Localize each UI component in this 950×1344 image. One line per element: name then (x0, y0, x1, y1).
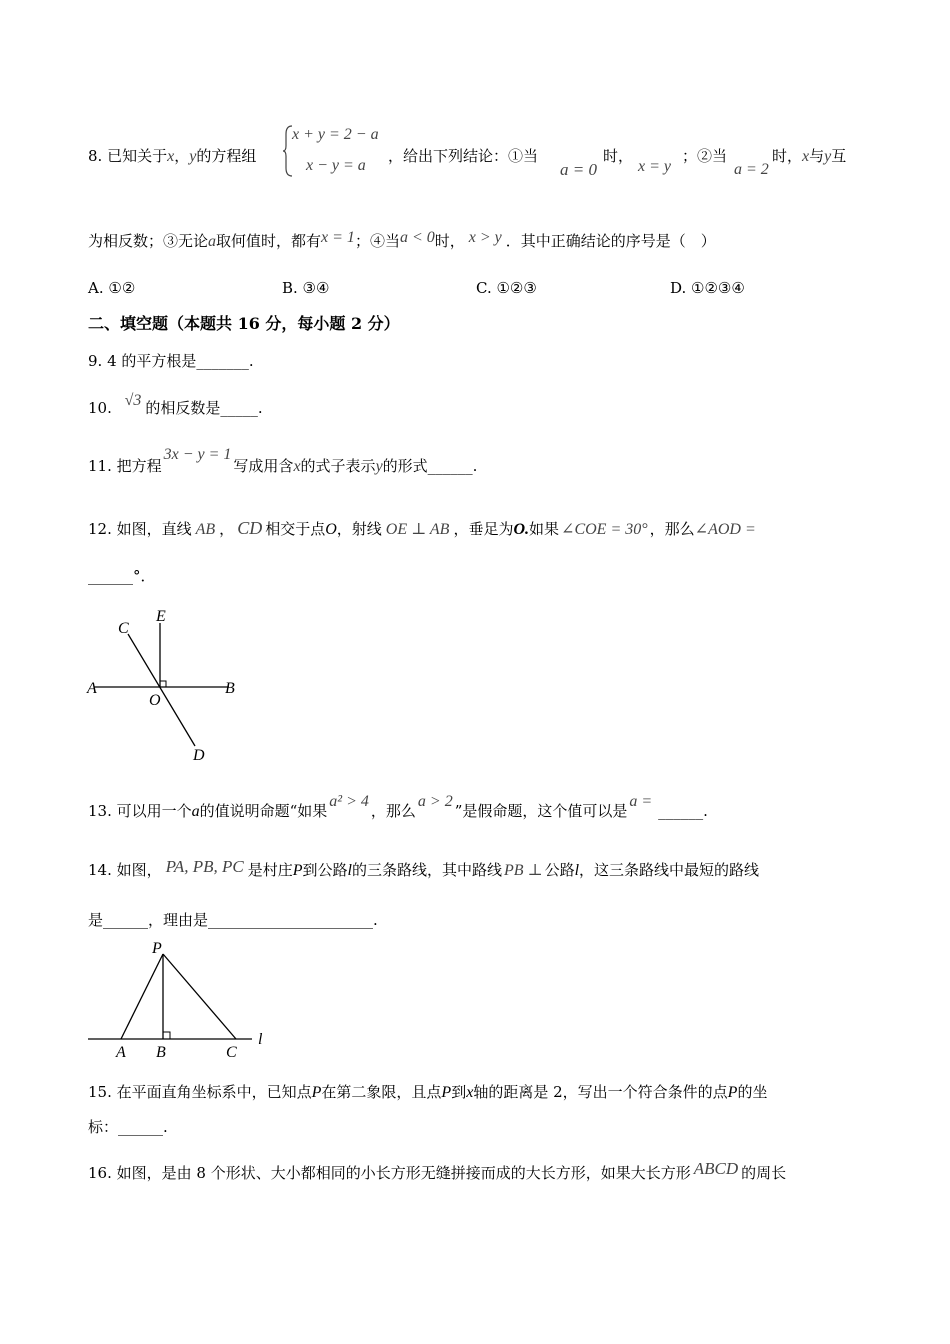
q8-eq2: x − y = a (306, 157, 366, 174)
q13-text: ，那么 (370, 802, 416, 820)
label-c: C (118, 620, 129, 637)
math: a < 0 (399, 229, 435, 246)
q11-text: 写成用含 (233, 457, 294, 475)
math: a² > 4 (329, 793, 369, 810)
var: a (208, 233, 217, 250)
q8-text: 互 (831, 147, 847, 165)
q8-text: 时， (772, 147, 803, 165)
math: ABCD (693, 1159, 739, 1178)
right-angle-mark (160, 681, 166, 687)
label-a: A (116, 1044, 126, 1061)
option-d: D. ①②③④ (670, 279, 745, 297)
q12-text: ，那么 (649, 520, 695, 538)
q15-line2: 标：______. (88, 1118, 168, 1136)
label-c: C (226, 1044, 237, 1061)
q16-text: 16. 如图，是由 8 个形状、大小都相同的小长方形无缝拼接而成的大长方形，如果大长方形 (88, 1164, 691, 1182)
math: x = 1 (321, 229, 355, 246)
q8-eq1: x + y = 2 − a (292, 126, 379, 143)
q8-text: ．其中正确结论的序号是（ ） (505, 232, 716, 250)
q9: 9. 4 的平方根是_______. (88, 352, 254, 370)
math: a = (629, 793, 653, 810)
question-number: 8. (88, 147, 103, 165)
q8-text: ， (174, 147, 190, 165)
segment-pc (163, 954, 236, 1039)
q11-text: 的式子表示 (300, 457, 376, 475)
q15-line1 (88, 1082, 767, 1103)
var: x (167, 148, 175, 165)
var: y (189, 148, 197, 165)
var: x (466, 1084, 474, 1101)
line-cd (128, 634, 195, 746)
blank: ______. (658, 802, 708, 820)
q15-text: 的坐 (737, 1083, 768, 1101)
var: x (802, 148, 810, 165)
label-b: B (156, 1044, 166, 1061)
var: y (824, 148, 832, 165)
q8-text: 与 (809, 147, 825, 165)
q10 (88, 392, 263, 419)
q12-line1 (88, 518, 756, 540)
q8-text: ；④当 (354, 232, 400, 250)
q14-text: 14. 如图， (88, 861, 162, 879)
q14-text: 到公路 (302, 861, 348, 879)
var: P (292, 862, 303, 879)
q14-line2: 是______，理由是______________________. (88, 911, 378, 929)
q13-text: 13. 可以用一个 (88, 802, 192, 820)
label-b: B (225, 680, 235, 697)
sqrt-three: √3 (124, 392, 142, 409)
option-c: C. ①②③ (476, 279, 537, 297)
q8-t4: 时， (603, 147, 634, 165)
question-number: 10. (88, 399, 112, 417)
math: PB ⊥ (503, 862, 543, 879)
label-p: P (152, 940, 162, 957)
q16-text: 的周长 (741, 1164, 787, 1182)
math: PA, PB, PC (165, 857, 244, 876)
option-a: A. ①② (88, 279, 136, 297)
math: AB (195, 521, 216, 538)
math: OE ⊥ AB (385, 521, 450, 538)
label-e: E (156, 608, 166, 625)
q12-text: ，射线 (336, 520, 382, 538)
q12-figure (82, 603, 252, 765)
math: CD (237, 518, 263, 538)
var: y (375, 458, 383, 475)
q8-text: 已知关于 (107, 147, 168, 165)
q14-text: 公路 (544, 861, 575, 879)
q8-line1 (88, 146, 256, 167)
q13-text: 的值说明命题“如果 (199, 802, 328, 820)
q12-text: 12. 如图，直线 (88, 520, 192, 538)
var: l (347, 862, 352, 879)
q15-text: 到 (451, 1083, 467, 1101)
q12-text: ， (219, 520, 235, 538)
q8-t3: ，给出下列结论：①当 (388, 147, 539, 165)
var: O. (513, 521, 530, 538)
var: P (311, 1084, 322, 1101)
label-l: l (258, 1031, 263, 1048)
q8-text: 时， (434, 232, 465, 250)
equation: 3x − y = 1 (163, 446, 232, 463)
q8-res1: x = y (638, 158, 671, 175)
q16 (88, 1159, 787, 1183)
q8-cond2: a = 2 (734, 161, 769, 178)
q12-text: 相交于点 (265, 520, 326, 538)
q15-text: 轴的距离是 2，写出一个符合条件的点 (473, 1083, 728, 1101)
q10-text: 的相反数是_____. (145, 399, 263, 417)
math: ∠COE = 30° (561, 521, 648, 538)
q12-text: 如果 (529, 520, 560, 538)
q11-text: 的形式______. (382, 457, 478, 475)
q12-line2: ______°． (88, 567, 156, 585)
q13 (88, 793, 708, 822)
q8-t6-line (772, 146, 846, 167)
label-a: A (87, 680, 97, 697)
q14-text: 是村庄 (247, 861, 293, 879)
q14-text: ，这三条路线中最短的路线 (579, 861, 760, 879)
q8-text: 的方程组 (196, 147, 257, 165)
var: O (325, 521, 337, 538)
q8-t5: ；②当 (682, 147, 728, 165)
q14-line1 (88, 857, 760, 881)
math: x > y (468, 229, 502, 246)
var: a (191, 803, 200, 820)
q15-text: 在第二象限，且点 (321, 1083, 442, 1101)
label-d: D (193, 747, 205, 764)
q11-text: 11. 把方程 (88, 457, 162, 475)
q11 (88, 446, 478, 477)
math: ∠AOD = (694, 521, 756, 538)
q8-line2 (88, 231, 716, 252)
q8-text: 取何值时，都有 (216, 232, 322, 250)
var: l (574, 862, 580, 879)
q8-cond1: a = 0 (560, 160, 597, 179)
var: x (293, 458, 301, 475)
label-o: O (149, 692, 161, 709)
section-heading: 二、填空题（本题共 16 分，每小题 2 分） (88, 314, 400, 333)
var: P (727, 1084, 738, 1101)
q13-text: ”是假命题，这个值可以是 (454, 802, 628, 820)
q8-text: 为相反数；③无论 (88, 232, 209, 250)
q14-figure (82, 938, 282, 1066)
option-b: B. ③④ (282, 279, 330, 297)
right-angle-mark (163, 1032, 170, 1039)
q15-text: 15. 在平面直角坐标系中，已知点 (88, 1083, 312, 1101)
q14-text: 的三条路线，其中路线 (351, 861, 502, 879)
segment-pa (121, 954, 163, 1039)
math: a > 2 (417, 793, 453, 810)
q12-text: ，垂足为 (453, 520, 514, 538)
var: P (441, 1084, 452, 1101)
